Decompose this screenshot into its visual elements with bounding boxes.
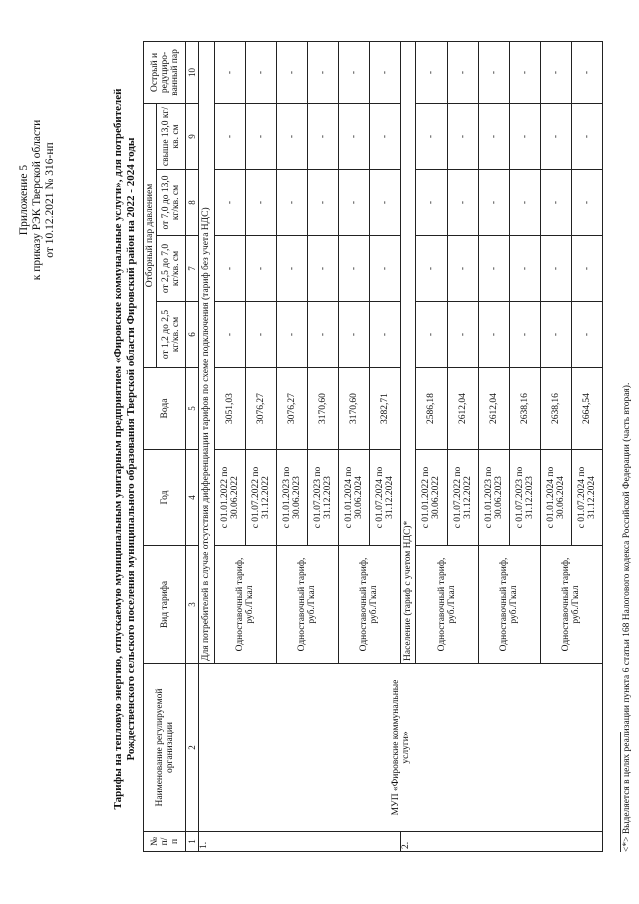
water-value: 2638,16 — [540, 368, 571, 450]
footnote-divider — [620, 732, 621, 852]
empty-value: - — [509, 103, 540, 169]
empty-value: - — [478, 170, 509, 236]
period: с 01.01.2022 по 30.06.2022 — [214, 450, 245, 546]
period: с 01.07.2024 по 31.12.2024 — [369, 450, 400, 546]
annex-line-3: от 10.12.2021 № 316-нп — [44, 142, 56, 258]
empty-value: - — [540, 170, 571, 236]
section-title: Население (тариф с учетом НДС)* — [400, 41, 416, 663]
empty-value: - — [416, 103, 447, 169]
empty-value: - — [338, 41, 369, 103]
water-value: 2586,18 — [416, 368, 447, 450]
water-value: 2612,04 — [447, 368, 478, 450]
tariff-type: Одноставочный тариф, руб./Гкал — [478, 546, 540, 664]
row-number: 2. — [400, 832, 602, 852]
period: с 01.07.2023 по 31.12.2023 — [307, 450, 338, 546]
title-line-2: Рождественского сельского поселения муниципального образования Тверской области Фировский район на 2022 - 2024 годы — [125, 137, 137, 761]
empty-value: - — [571, 302, 602, 368]
empty-value: - — [447, 41, 478, 103]
empty-value: - — [478, 103, 509, 169]
empty-value: - — [369, 302, 400, 368]
col-number: 3 — [186, 546, 199, 664]
header-steam-4: свыше 13,0 кг/кв. см — [157, 103, 186, 169]
empty-value: - — [276, 236, 307, 302]
water-value: 3051,03 — [214, 368, 245, 450]
tariff-type: Одноставочный тариф, руб./Гкал — [276, 546, 338, 664]
period: с 01.01.2024 по 30.06.2024 — [540, 450, 571, 546]
empty-value: - — [307, 103, 338, 169]
col-number: 5 — [186, 368, 199, 450]
empty-value: - — [416, 302, 447, 368]
empty-value: - — [245, 41, 276, 103]
empty-value: - — [571, 41, 602, 103]
annex-header — [18, 20, 57, 380]
empty-value: - — [571, 170, 602, 236]
empty-value: - — [214, 302, 245, 368]
empty-value: - — [214, 236, 245, 302]
col-number: 8 — [186, 170, 199, 236]
empty-value: - — [245, 103, 276, 169]
empty-value: - — [245, 170, 276, 236]
empty-value: - — [214, 41, 245, 103]
empty-value: - — [478, 41, 509, 103]
header-water: Вода — [144, 368, 186, 450]
tariff-type: Одноставочный тариф, руб./Гкал — [338, 546, 400, 664]
header-steam-2: от 2,5 до 7,0 кг/кв. см — [157, 236, 186, 302]
header-steam-1: от 1,2 до 2,5 кг/кв. см — [157, 302, 186, 368]
empty-value: - — [416, 236, 447, 302]
empty-value: - — [214, 103, 245, 169]
header-year: Год — [144, 450, 186, 546]
annex-line-2: к приказу РЭК Тверской области — [31, 119, 43, 281]
document-title — [112, 34, 138, 864]
empty-value: - — [276, 103, 307, 169]
water-value: 3170,60 — [338, 368, 369, 450]
organization-name: МУП «Фировские коммунальные услуги» — [199, 664, 603, 832]
period: с 01.01.2024 по 30.06.2024 — [338, 450, 369, 546]
header-steam-group: Отборный пар давлением — [144, 103, 157, 367]
empty-value: - — [540, 302, 571, 368]
empty-value: - — [369, 236, 400, 302]
water-value: 3170,60 — [307, 368, 338, 450]
col-number: 10 — [186, 41, 199, 103]
water-value: 2664,54 — [571, 368, 602, 450]
empty-value: - — [478, 236, 509, 302]
water-value: 2612,04 — [478, 368, 509, 450]
empty-value: - — [540, 236, 571, 302]
empty-value: - — [369, 41, 400, 103]
empty-value: - — [447, 103, 478, 169]
empty-value: - — [447, 302, 478, 368]
empty-value: - — [369, 103, 400, 169]
period: с 01.07.2022 по 31.12.2022 — [245, 450, 276, 546]
col-number: 1 — [186, 832, 199, 852]
water-value: 3076,27 — [245, 368, 276, 450]
col-number: 4 — [186, 450, 199, 546]
header-steam-3: от 7,0 до 13,0 кг/кв. см — [157, 170, 186, 236]
empty-value: - — [245, 236, 276, 302]
empty-value: - — [338, 170, 369, 236]
empty-value: - — [540, 103, 571, 169]
empty-value: - — [338, 103, 369, 169]
period: с 01.07.2023 по 31.12.2023 — [509, 450, 540, 546]
water-value: 3076,27 — [276, 368, 307, 450]
empty-value: - — [509, 302, 540, 368]
empty-value: - — [509, 236, 540, 302]
tariff-table — [143, 41, 603, 852]
empty-value: - — [245, 302, 276, 368]
empty-value: - — [540, 41, 571, 103]
empty-value: - — [338, 236, 369, 302]
header-tariff-type: Вид тарифа — [144, 546, 186, 664]
header-num: № п/ п — [144, 832, 186, 852]
footnote: <*> Выделяется в целях реализации пункта 6 статьи 168 Налогового кодекса Российской Федерации (часть вторая). — [622, 382, 632, 852]
empty-value: - — [571, 236, 602, 302]
empty-value: - — [338, 302, 369, 368]
header-sharp-steam: Острый и редуциро- ванный пар — [144, 41, 186, 103]
empty-value: - — [416, 170, 447, 236]
annex-line-1: Приложение 5 — [18, 164, 30, 236]
empty-value: - — [307, 236, 338, 302]
empty-value: - — [369, 170, 400, 236]
empty-value: - — [214, 170, 245, 236]
tariff-type: Одноставочный тариф, руб./Гкал — [416, 546, 478, 664]
period: с 01.01.2022 по 30.06.2022 — [416, 450, 447, 546]
title-line-1: Тарифы на тепловую энергию, отпускаемую муниципальным унитарным предприятием «Фировские коммунальные услуги», для потребителей — [112, 88, 124, 810]
empty-value: - — [447, 236, 478, 302]
row-number: 1. — [199, 832, 401, 852]
tariff-table-body — [199, 41, 603, 851]
empty-value: - — [478, 302, 509, 368]
water-value: 3282,71 — [369, 368, 400, 450]
tariff-type: Одноставочный тариф, руб./Гкал — [540, 546, 602, 664]
empty-value: - — [571, 103, 602, 169]
period: с 01.07.2024 по 31.12.2024 — [571, 450, 602, 546]
water-value: 2638,16 — [509, 368, 540, 450]
empty-value: - — [509, 41, 540, 103]
empty-value: - — [509, 170, 540, 236]
period: с 01.01.2023 по 30.06.2023 — [478, 450, 509, 546]
col-number: 9 — [186, 103, 199, 169]
header-org: Наименование регулируемой организации — [144, 664, 186, 832]
tariff-type: Одноставочный тариф, руб./Гкал — [214, 546, 276, 664]
period: с 01.01.2023 по 30.06.2023 — [276, 450, 307, 546]
period: с 01.07.2022 по 31.12.2022 — [447, 450, 478, 546]
empty-value: - — [276, 170, 307, 236]
empty-value: - — [447, 170, 478, 236]
empty-value: - — [416, 41, 447, 103]
empty-value: - — [307, 170, 338, 236]
col-number: 6 — [186, 302, 199, 368]
section-row — [199, 41, 215, 851]
col-number: 2 — [186, 664, 199, 832]
empty-value: - — [276, 302, 307, 368]
col-number: 7 — [186, 236, 199, 302]
section-title: Для потребителей в случае отсутствия дифференциации тарифов по схеме подключения (тариф без учета НДС) — [199, 41, 215, 663]
empty-value: - — [307, 41, 338, 103]
empty-value: - — [307, 302, 338, 368]
empty-value: - — [276, 41, 307, 103]
